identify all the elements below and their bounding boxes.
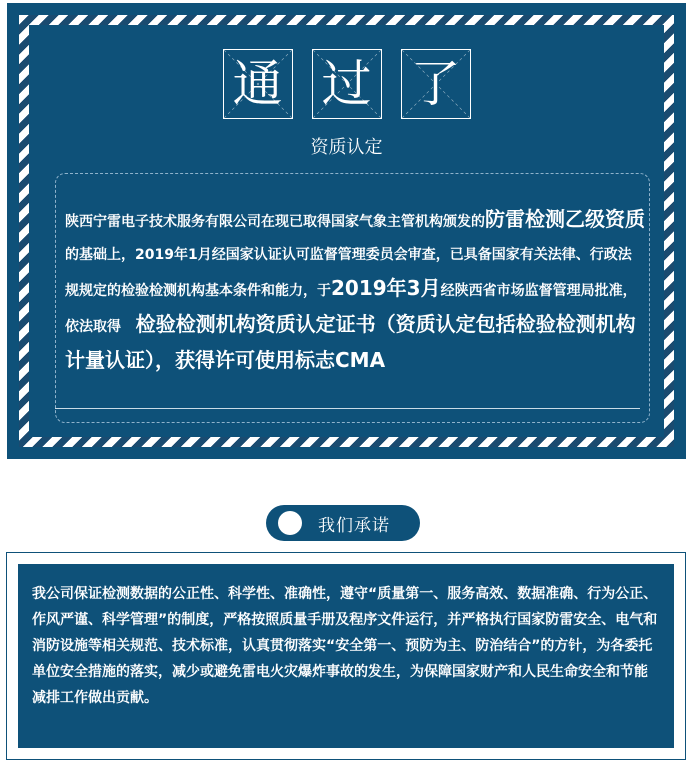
promise-heading-pill (266, 505, 420, 541)
promise-text: 我公司保证检测数据的公正性、科学性、准确性，遵守“质量第一、服务高效、数据准确、行为公正、作风严谨、科学管理”的制度，严格按照质量手册及程序文件运行，并严格执行国家防雷安全、电气和消防设施等相关规范、技术标准，认真贯彻落实“安全第一、预防为主、防治结合”的方针，为各委托单位安全措施的落实，减少或避免雷电火灾爆炸事故的发生，为保障国家财产和人民生命安全和节能减排工作做出贡献。 (18, 564, 674, 748)
title-char-box (401, 49, 471, 119)
para-highlight: 检验检测机构资质认定证书（资质认定包括检验检测机构计量认证），获得许可使用标志CMA (65, 312, 636, 372)
title-char: 过 (321, 55, 372, 113)
para-highlight: 2019年3月 (331, 276, 441, 300)
certification-panel (29, 25, 664, 437)
subtitle: 资质认定 (310, 137, 383, 158)
para-highlight: 防雷检测乙级资质 (485, 207, 645, 231)
para-text: 的基础上，2019年1月经国家认证认可监督管理委员会审查，已具备国家有关法律、行政法规规定的检验检测机构基本条件和能力，于 (65, 247, 632, 299)
title-char: 了 (410, 55, 461, 113)
title-char-box (223, 49, 293, 119)
circle-icon (278, 511, 302, 535)
para-text: 陕西宁雷电子技术服务有限公司在现已取得国家气象主管机构颁发的 (65, 214, 485, 230)
certification-banner (7, 3, 686, 459)
promise-frame (6, 552, 686, 760)
title-boxes (29, 49, 664, 119)
title-char: 通 (232, 55, 283, 113)
certification-paragraph (65, 203, 645, 380)
para-text: 经陕西省市场监督管理局批准，依法取得 (65, 283, 637, 335)
title-char-box (312, 49, 382, 119)
promise-heading: 我们承诺 (318, 515, 390, 536)
divider-line (55, 408, 640, 409)
